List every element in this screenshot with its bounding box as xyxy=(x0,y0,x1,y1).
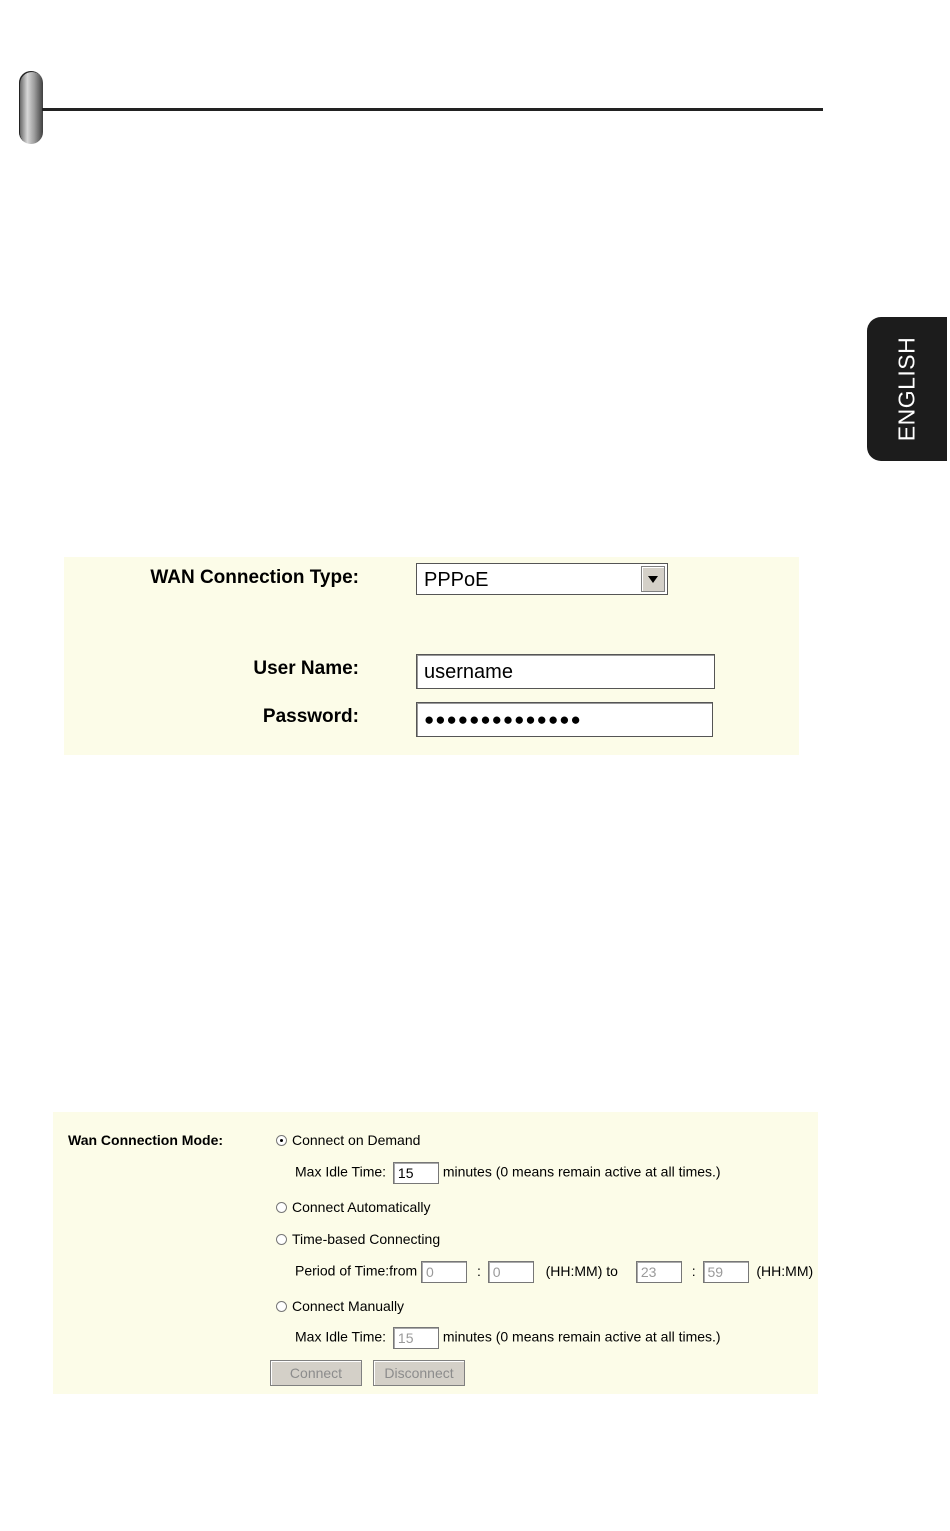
option-manual-label: Connect Manually xyxy=(292,1298,405,1314)
manual-idle-input[interactable]: 15 xyxy=(393,1327,439,1349)
to-colon: : xyxy=(691,1262,696,1279)
option-connect-manually[interactable] xyxy=(276,1298,404,1314)
period-row xyxy=(295,1261,813,1283)
disconnect-button[interactable]: Disconnect xyxy=(373,1360,465,1386)
language-label: ENGLISH xyxy=(893,336,920,442)
section-tab-handle xyxy=(19,71,43,144)
chevron-down-icon[interactable] xyxy=(641,566,665,592)
connect-button[interactable]: Connect xyxy=(270,1360,362,1386)
max-idle-suffix: minutes (0 means remain active at all times.) xyxy=(442,1163,721,1180)
to-hour-input[interactable]: 23 xyxy=(636,1261,682,1283)
option-time-based[interactable] xyxy=(276,1231,440,1247)
connection-mode-title: Wan Connection Mode: xyxy=(68,1132,224,1148)
connection-type-value: PPPoE xyxy=(424,569,489,591)
option-demand-label: Connect on Demand xyxy=(292,1132,421,1148)
wan-connection-mode-panel xyxy=(53,1112,818,1394)
connection-type-label: WAN Connection Type: xyxy=(150,567,359,588)
option-connect-automatically[interactable] xyxy=(276,1199,431,1215)
radio-connect-automatically[interactable] xyxy=(276,1202,287,1213)
option-time-label: Time-based Connecting xyxy=(292,1231,441,1247)
max-idle-label: Max Idle Time: xyxy=(295,1163,387,1180)
header-rule xyxy=(42,108,823,111)
manual-idle-row xyxy=(295,1327,721,1349)
password-label: Password: xyxy=(262,706,359,727)
radio-time-based[interactable] xyxy=(276,1234,287,1245)
manual-idle-suffix: minutes (0 means remain active at all times.) xyxy=(442,1328,721,1345)
manual-idle-label: Max Idle Time: xyxy=(295,1328,387,1345)
hhmm-label: (HH:MM) xyxy=(756,1262,814,1279)
radio-connect-on-demand[interactable] xyxy=(276,1135,287,1146)
radio-connect-manually[interactable] xyxy=(276,1301,287,1312)
username-label: User Name: xyxy=(253,658,359,679)
from-minute-input[interactable]: 0 xyxy=(488,1261,534,1283)
to-minute-input[interactable]: 59 xyxy=(703,1261,749,1283)
password-input[interactable]: ●●●●●●●●●●●●●● xyxy=(416,702,713,737)
from-colon: : xyxy=(476,1262,481,1279)
demand-idle-row xyxy=(295,1162,721,1184)
max-idle-input[interactable]: 15 xyxy=(393,1162,439,1184)
option-connect-on-demand[interactable] xyxy=(276,1132,420,1148)
option-auto-label: Connect Automatically xyxy=(292,1199,431,1215)
pppoe-settings-panel xyxy=(64,557,799,755)
from-hour-input[interactable]: 0 xyxy=(421,1261,467,1283)
hhmm-to-label: (HH:MM) to xyxy=(545,1262,618,1279)
language-tab xyxy=(867,317,947,461)
period-label: Period of Time:from xyxy=(295,1262,418,1279)
username-input[interactable]: username xyxy=(416,654,715,689)
connection-type-select[interactable] xyxy=(416,563,668,595)
